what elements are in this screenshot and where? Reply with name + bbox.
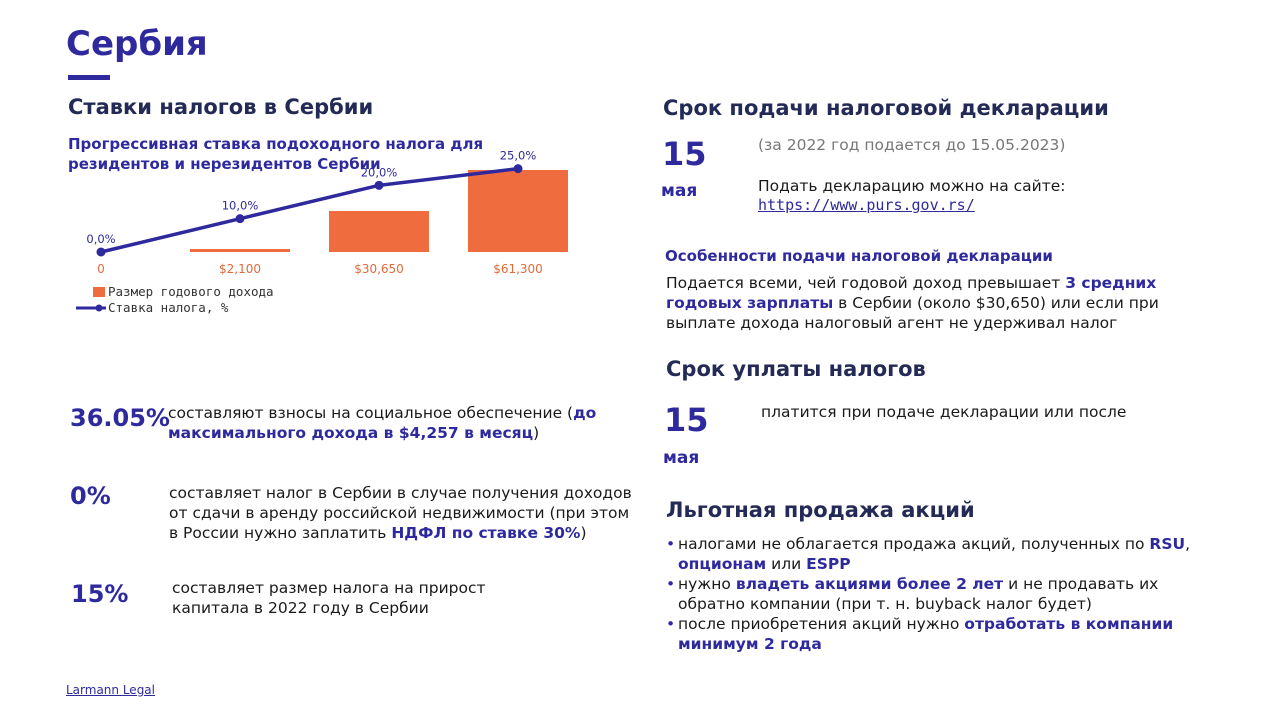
payment-day: 15 xyxy=(664,401,709,439)
list-item: • нужно владеть акциями более 2 лет и не продавать их обратно компании (при т. н. buyback налог будет) xyxy=(666,574,1226,614)
shares-list xyxy=(666,534,1226,654)
deadline-month: мая xyxy=(661,181,698,201)
features-heading: Особенности подачи налоговой декларации xyxy=(665,247,1053,265)
capital-gains-value: 15% xyxy=(71,580,129,608)
rate-point xyxy=(97,248,106,257)
page-title: Сербия xyxy=(66,24,208,64)
rent-tax-text: составляет налог в Сербии в случае получения доходов от сдачи в аренду российской недвижимости (при этом в России нужно заплатить НДФЛ по ставке 30%) xyxy=(169,484,632,542)
legend-bar-label: Размер годового дохода xyxy=(108,284,274,299)
legend-line-label: Ставка налога, % xyxy=(108,300,229,315)
chart-legend xyxy=(76,284,274,315)
payment-text: платится при подаче декларации или после xyxy=(761,403,1127,421)
rate-point xyxy=(375,181,384,190)
rent-tax-value: 0% xyxy=(70,482,111,510)
deadline-note: (за 2022 год подается до 15.05.2023) xyxy=(758,136,1066,154)
rate-point xyxy=(236,214,245,223)
capital-gains-text: составляет размер налога на прирост капитала в 2022 году в Сербии xyxy=(172,579,486,617)
shares-heading: Льготная продажа акций xyxy=(666,498,975,522)
rate-label: 25,0% xyxy=(499,148,537,163)
x-tick-label: 0 xyxy=(97,262,105,276)
list-item: • налогами не облагается продажа акций, полученных по RSU, опционам или ESPP xyxy=(666,534,1226,574)
rate-label: 10,0% xyxy=(221,198,259,213)
footer-link[interactable]: Larmann Legal xyxy=(66,683,155,697)
title-underline xyxy=(68,75,110,80)
x-tick-label: $30,650 xyxy=(354,262,404,276)
payment-heading: Срок уплаты налогов xyxy=(666,357,926,381)
list-item: • после приобретения акций нужно отработать в компании минимум 2 года xyxy=(666,614,1226,654)
deadline-heading: Срок подачи налоговой декларации xyxy=(663,96,1109,120)
deadline-day: 15 xyxy=(662,135,707,173)
features-text: Подается всеми, чей годовой доход превышает 3 средних годовых зарплаты в Сербии (около $30,650) или если при выплате дохода налоговый агент не удерживал налог xyxy=(666,274,1159,332)
social-contrib-value: 36.05% xyxy=(70,404,170,432)
social-contrib-text: составляют взносы на социальное обеспечение (до максимального дохода в $4,257 в месяц) xyxy=(168,404,597,442)
income-bar xyxy=(468,170,568,252)
tax-rates-heading: Ставки налогов в Сербии xyxy=(68,95,374,119)
income-bar xyxy=(190,249,290,252)
rate-line-series xyxy=(101,169,518,252)
payment-month: мая xyxy=(663,448,700,468)
x-tick-label: $2,100 xyxy=(219,262,261,276)
x-tick-label: $61,300 xyxy=(493,262,543,276)
purs-site-link[interactable]: https://www.purs.gov.rs/ xyxy=(758,196,975,214)
income-bar xyxy=(329,211,429,252)
rate-point xyxy=(514,164,523,173)
chart-title: Прогрессивная ставка подоходного налога для резидентов и нерезидентов Сербии xyxy=(68,135,484,173)
legend-bar-swatch xyxy=(93,287,105,297)
rate-label: 0,0% xyxy=(86,232,116,246)
site-text: Подать декларацию можно на сайте: xyxy=(758,177,1066,195)
rate-label: 20,0% xyxy=(360,165,398,180)
